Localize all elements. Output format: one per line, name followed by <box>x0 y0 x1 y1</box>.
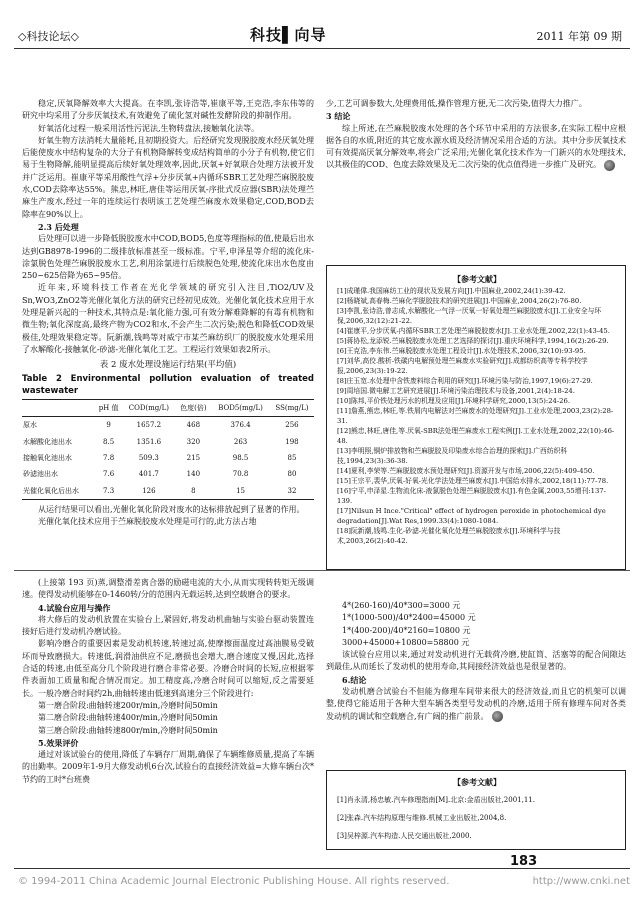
left-column <box>22 98 314 529</box>
table-cell: 70.8 <box>232 470 249 479</box>
table-cell: 7.6 <box>103 470 115 479</box>
reference-item: [11]詹燕,熊忠,林旺,等.铁屑内电解法对苎麻废水的处理研究[J].工业水处理,2003,23(2):28-31. <box>337 407 614 425</box>
copyright-text: © 1994-2011 China Academic Journal Electronic Publishing House. All rights reserved. <box>18 876 450 887</box>
table-cell: 263 <box>233 437 248 446</box>
table-caption-english: Table 2 Environmental pollution evaluation of treated wastewater <box>22 373 314 396</box>
table-cell: 401.7 <box>138 470 159 479</box>
table-cell: 468 <box>186 421 201 430</box>
references-title: 【参考文献】 <box>453 777 501 787</box>
reference-item: [9]周培国.微电解工艺研究进展[J].环境污染治理技术与设备,2001,2(4):18-24. <box>337 387 575 395</box>
reference-item: [2]张森.汽车结构原理与维修.机械工业出版社,2004,8. <box>337 814 507 822</box>
references-box-2 <box>326 770 626 850</box>
table-row <box>22 417 314 434</box>
paragraph: 影响冷磨合的重要因素是发动机转速,转速过高,使摩擦面温度过高油膜易受破坏而导致磨损大。转速低,润滑油供应不足,磨损也会增大,磨合速度又慢,因此,选择合适的转速,由低至高分几个阶段进行磨合非常必要。冷磨合时间的长短,应根据零件表面加工质量和配合情况而定。加工精度高,冷磨合时间可以缩短,反之需要延长。一般冷磨合时间约2h,曲轴转速由低速到高速分三个阶段进行: <box>22 639 314 698</box>
table-cell: 7.3 <box>95 483 122 500</box>
reference-item: [4]崔康平,分步厌氧-内循环SBR工艺处理苎麻脱胶废水[J].工业水处理,2002,22(1):43-45. <box>337 327 610 335</box>
table-cell: 215 <box>186 454 201 463</box>
paragraph: 少,工艺可调参数大,处理费用低,操作管理方便,无二次污染,值得大力推广。 <box>326 99 587 108</box>
table-cell: 98.5 <box>232 454 249 463</box>
table-row <box>22 434 314 450</box>
table-row <box>22 450 314 466</box>
table-cell: 光催化氧化后出水 <box>22 483 95 500</box>
conclusion-text: 综上所述,在苎麻脱胶废水处理的各个环节中采用的方法很多,在实际工程中应根据各自的水质,附近的其它废水源水质及经济情况采用合适的方法。其中分步厌氧技术可有效提高厌氧分解效率,将会广泛采用;光催化氧化技术作为一门新兴的水处理技术,以其极佳的COD、色度去除效果及无二次污染的优点值得进一步推广及研究。 <box>326 123 626 170</box>
article-divider <box>14 570 630 571</box>
table-cell: 198 <box>285 437 299 446</box>
table-cell: 1351.6 <box>136 437 162 446</box>
section-heading: 5.效果评价 <box>38 737 79 748</box>
table-cell: 1657.2 <box>136 421 162 430</box>
results-table <box>22 399 314 500</box>
right-column <box>326 98 626 172</box>
paragraph: 通过对该试验台的使用,降低了车辆存厂周期,确保了车辆维修质量,提高了车辆的出勤率。2009年1-9月大修发动机6台次,试验台的直接经济效益=大修车辆台次*节约的工时*台班费 <box>22 750 314 784</box>
reference-item: [16]宁平,申泽星.生物流化床-液氯脱色处理苎麻脱胶废水[J].有色金属,2003,55增刊:137-139. <box>337 487 606 505</box>
table-cell: 8 <box>175 483 211 500</box>
table-row <box>22 483 314 500</box>
footer-url[interactable]: http://www.cnki.net <box>532 876 630 887</box>
section-label: ◇科技论坛◇ <box>18 30 79 43</box>
table-cell: 32 <box>270 483 314 500</box>
end-mark-icon <box>604 160 615 171</box>
table-cell: 15 <box>211 483 270 500</box>
reference-item: [3]李凯,张诗浩,曾志成,水解酸化一气浮一厌氧一好氧处理苎麻脱胶废水[J].工业安全与环保,2006,32(12):21-22. <box>337 307 602 325</box>
table-cell: 80 <box>287 470 297 479</box>
paragraph: 从运行结果可以看出,光催化氧化阶段对废水的达标排放起到了显著的作用。 <box>38 504 305 514</box>
reference-item: [1]肖永清,杨忠敏.汽车修理指南[M].北京:金盾出版社,2001,11. <box>337 796 535 804</box>
table-row <box>22 466 314 482</box>
reference-item: [3]吴梓源.汽车构造.人民交通出版社,2000. <box>337 832 472 840</box>
table-cell: 256 <box>285 421 299 430</box>
table-cell: 126 <box>122 483 175 500</box>
table-cell: 509.3 <box>138 454 159 463</box>
reference-item: [17]Nilsun H Ince."Critical" effect of hydrogen peroxide in photochemical dye degradation[J].Wat Res,1999.33(4):1080-1084. <box>337 507 606 525</box>
references-title: 【参考文献】 <box>453 274 501 284</box>
reference-item: [1]成瑾偉.我国麻纺工业的现状及发展方向[J].中国麻业,2002,24(1):39-42. <box>337 287 566 295</box>
conclusion-text: 发动机磨合试验台不但能为修理车间带来很大的经济效益,而且它的机架可以调整,使得它能适用于各种大型车辆各类型号发动机的冷磨,适用于所有修理车间对各类发动机的调试和空载磨合,有广阔的推广前景。 <box>326 687 626 721</box>
reference-item: [14]夏利,李荣等.苎麻脱胶废水预处理研究[J].资源开发与市场,2006,22(5):409-450. <box>337 467 595 475</box>
reference-item: [8]庄玉宽.水处理中含铁废料综合利用的研究[J].环境污染与防治,1997,19(6):27-29. <box>337 377 593 385</box>
table-header: COD(mg/L) <box>122 400 175 417</box>
paragraph: 该试验台应用以来,通过对发动机进行无载荷冷磨,使缸筒、活塞等的配合间隙达到最佳,从而延长了发动机的使用寿命,其间接经济效益也是很显著的。 <box>326 650 626 672</box>
reference-item: [15]王宗平,裴华,厌氧-好氧-光化学法处理苎麻废水[J].中国给水排水,2002,18(11):77-78. <box>337 477 609 485</box>
formula-line: 1*(1000-500)/40*2400=45000 元 <box>342 613 476 623</box>
journal-title: 科技▌向导 <box>250 26 327 44</box>
reference-item: [6]王克浩,李东伟.苎麻脱胶废水处理工程设计[J].水处理技术,2006,32(10):93-95. <box>337 347 586 355</box>
table-caption: 表 2 废水处理设施运行结果(平均值) <box>99 360 237 371</box>
table-cell: 320 <box>186 437 201 446</box>
reference-item: [5]蒋协松,龙添锐.苎麻脱胶废水处理工艺选择的探讨[J].重庆环境科学,1994,16(2):26-29. <box>337 337 609 345</box>
reference-item: [18]阮新潮,钱鸣.生化-砂滤-光催化氧化处理苎麻脱胶废水[J].环境科学与技术,2003,26(2):40-42. <box>337 527 561 545</box>
section-heading: 3 结论 <box>326 111 351 122</box>
table-cell: 砂滤池出水 <box>23 470 58 479</box>
paragraph <box>326 686 626 723</box>
footer-rule <box>14 868 630 869</box>
reference-item: [7]刘华,高佼.酸析-铁碳内电解预处理苎麻废水实验研究[J].成都纺织高等专科学校学报,2006,23(3):19-22. <box>337 357 588 375</box>
bottom-left-column <box>22 577 314 786</box>
paragraph <box>326 123 626 172</box>
paragraph: 将大修后的发动机放置在实验台上,紧固好,将发动机曲轴与实验台驱动装置连接好后进行发动机冷磨试验。 <box>22 614 314 637</box>
table-cell: 9 <box>106 421 111 430</box>
table-cell: 原水 <box>23 421 37 430</box>
table-header: BOD5(mg/L) <box>211 400 270 417</box>
paragraph: 光催化氧化技术应用于苎麻脱胶废水处理是可行的,此方法占地 <box>38 517 257 527</box>
page-header <box>0 0 644 52</box>
table-cell: 8.5 <box>103 437 115 446</box>
paragraph: 稳定,厌氧降解效率大大提高。在李凯,张诗浩等,崔康平等,王克浩,李东伟等的研究中均采用了分步厌氧技术,有效避免了硫化氢对碱性发酵阶段的抑制作用。 <box>22 99 314 121</box>
header-rule <box>14 48 630 49</box>
issue-label: 2011 年第 09 期 <box>536 30 622 43</box>
bottom-right-column <box>326 600 626 723</box>
table-cell: 376.4 <box>230 421 251 430</box>
reference-item: [2]杨晓斌,高春梅.苎麻化学脱胶技术的研究进展[J].中国麻业,2004,26(2):76-80. <box>337 297 582 305</box>
table-header: 色度(倍) <box>175 400 211 417</box>
section-heading: 2.3 后处理 <box>38 221 79 232</box>
reference-item: [12]熊忠,林旺,唐佳,等.厌氧-SBR法处理苎麻废水工程实例[J].工业水处理,2002,22(10):46-48. <box>337 427 615 445</box>
table-cell: 140 <box>186 470 201 479</box>
reference-item: [10]陈邦,平价铁处理污水的机理及应用[J].环境科学研究,2000,13(5):24-26. <box>337 397 570 405</box>
table-cell: 7.8 <box>103 454 115 463</box>
end-mark-icon <box>492 711 503 722</box>
reference-item: [13]李明照,铜炉排放物和苎麻脱胶及印染废水综合治理的探索[J].广西纺织科技,1994,23(3):36-38. <box>337 447 568 465</box>
formula-line: 3000+45000+10800=58800 元 <box>342 637 470 647</box>
table-header: SS(mg/L) <box>270 400 314 417</box>
section-heading: 4.试验台应用与操作 <box>38 602 111 613</box>
formula-line: 1*(400-200)/40*2160=10800 元 <box>342 625 471 635</box>
paragraph: 后处理可以进一步降低脱胶废水中COD,BOD5,色度等理指标的值,使最后出水达到GB8978-1996的二级排放标准甚至一级标准。宁平,申泽星等介绍的流化床-涂氯脱色处理苎麻脱胶废水工艺,利用涂氯进行后续脱色处理,使流化床出水色度由250~625倍降为65~95倍。 <box>22 234 314 281</box>
page-number: 183 <box>510 854 538 869</box>
table-cell: 水解酸化池出水 <box>23 437 72 446</box>
paragraph: 好氧活化过程一般采用活性污泥法,生物转盘法,接触氧化法等。 <box>38 123 260 133</box>
paragraph: 第二磨合阶段:曲轴转速400r/min,冷磨时间50min <box>38 713 218 723</box>
table-cell: 接触氧化池出水 <box>23 454 72 463</box>
paragraph: 第一磨合阶段:曲轴转速200r/min,冷磨时间50min <box>38 700 218 710</box>
formula-line: 4*(260-160)/40*300=3000 元 <box>342 601 461 610</box>
section-heading: 6.结论 <box>342 674 367 685</box>
references-box <box>326 265 626 570</box>
table-cell: 85 <box>287 454 297 463</box>
table-header <box>22 400 95 417</box>
table-header: pH 值 <box>95 400 122 417</box>
paragraph: 近年来,环境科技工作者在光化学领域的研究引入注目,TiO2/UV及Sn,WO3,ZnO2等光催化氧化方法的研究已经初见成效。光催化氧化技术应用于水处理是新兴起的一种技术,其特点是:氧化能力强,可有效分解难降解的有毒有机物和微生物;氧化深度高,最终产物为CO2和水,不会产生二次污染;脱色和降低COD效果极佳,处理效果稳定等。阮新潮,钱鸣等对威宁市某苎麻纺织厂的脱胶废水处理采用了水解酸化-接触氧化-砂滤-光催化氧化工艺。工程运行效果如表2所示。 <box>22 283 314 354</box>
paragraph: (上接第 193 页)蒸,调整滑差离合器的励磁电流的大小,从而实现转转矩无级调速。使得发动机能够在0-1460转/分的范围内无载运转,达到空载磨合的要求。 <box>22 578 314 600</box>
paragraph: 好氧生物方法消耗大量能耗,且初期投资大。后经研究发现脱胶废水经厌氧处理后能使废水中结构复杂的大分子有机物降解转变成结构简单的小分子有机物,使它们易于生物降解,能明显提高后续好氧处理效率,因此,厌氧+好氧联合处理方法被开发并广泛运用。崔康平等采用酸性气浮+分步厌氧+内循环SBR工艺处理苎麻脱胶废水,COD去除率达55%。熊忠,林旺,唐佳等运用厌氧-序批式反应器(SBR)法处理苎麻生产废水,经过一年的连续运行表明该工艺处理苎麻废水效果稳定,COD,BOD去除率在90%以上。 <box>22 135 314 219</box>
paragraph: 第三磨合阶段:曲轴转速800r/min,冷磨时间50min <box>38 725 218 735</box>
